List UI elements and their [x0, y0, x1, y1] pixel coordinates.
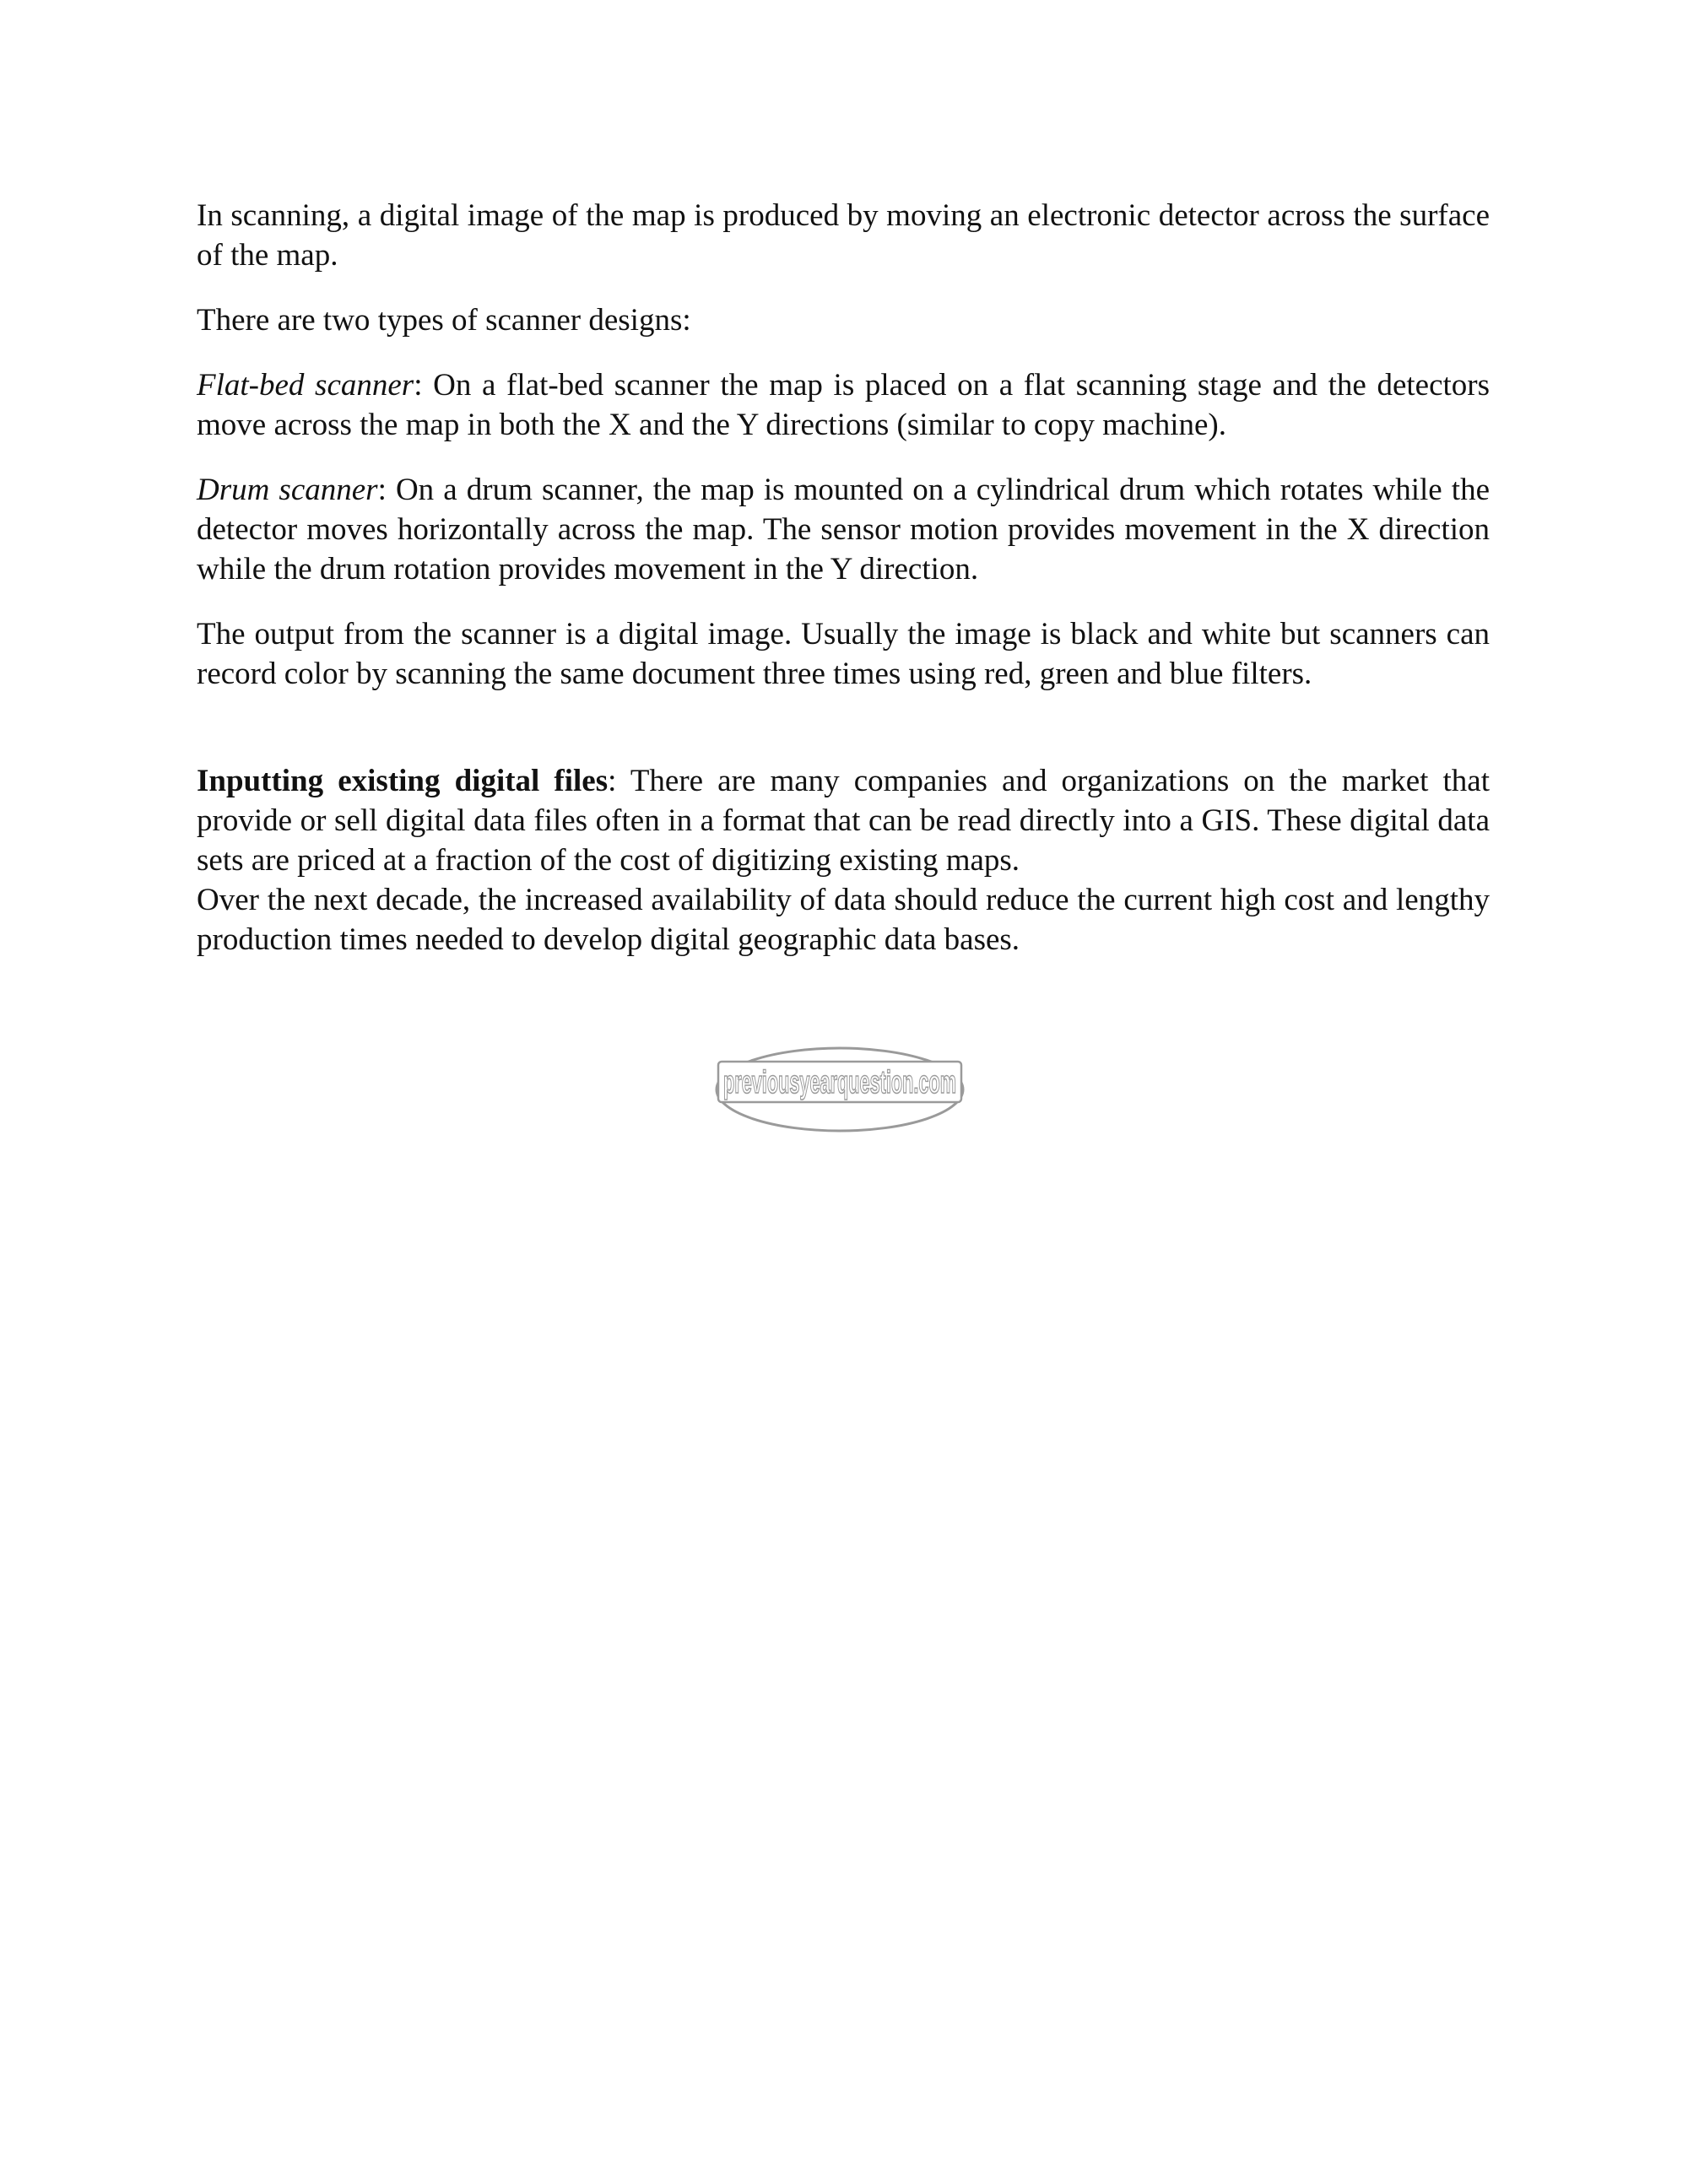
term-flatbed-scanner: Flat-bed scanner — [197, 368, 414, 403]
watermark-logo — [713, 1045, 966, 1134]
paragraph-next-decade: Over the next decade, the increased availability of data should reduce the current high cost and lengthy production times needed to develop digital geographic data bases. — [197, 883, 1490, 957]
term-inputting-digital-files: Inputting existing digital files — [197, 764, 609, 798]
paragraph-inputting-digital-files — [197, 761, 1490, 880]
watermark-logo-graphic — [713, 1045, 966, 1134]
paragraph-scanning-intro: In scanning, a digital image of the map is produced by moving an electronic detector across the surface of the map. — [197, 198, 1490, 273]
inputting-digital-files-description: : There are many companies and organizations on the market that provide or sell digital data files often in a format that can be read directly into a GIS. These digital data sets are priced at a fraction of the cost of digitizing existing maps. — [197, 764, 1490, 878]
flatbed-scanner-description: : On a flat-bed scanner the map is placed on a flat scanning stage and the detectors move across the map in both the X and the Y directions (similar to copy machine). — [197, 368, 1491, 442]
drum-scanner-description: : On a drum scanner, the map is mounted on a cylindrical drum which rotates while the detector moves horizontally across the map. The sensor motion provides movement in the X direction while the drum rotation provides movement in the Y direction. — [197, 473, 1491, 587]
paragraph-two-types: There are two types of scanner designs: — [197, 303, 691, 338]
document-body — [197, 196, 1490, 960]
paragraph-flatbed-scanner — [197, 365, 1490, 445]
paragraph-drum-scanner — [197, 470, 1490, 589]
watermark-text: previousyearquestion.com — [723, 1065, 956, 1100]
paragraph-scanner-output: The output from the scanner is a digital image. Usually the image is black and white but scanners can record color by scanning the same document three times using red, green and blue filters. — [197, 617, 1490, 691]
term-drum-scanner: Drum scanner — [197, 473, 378, 507]
